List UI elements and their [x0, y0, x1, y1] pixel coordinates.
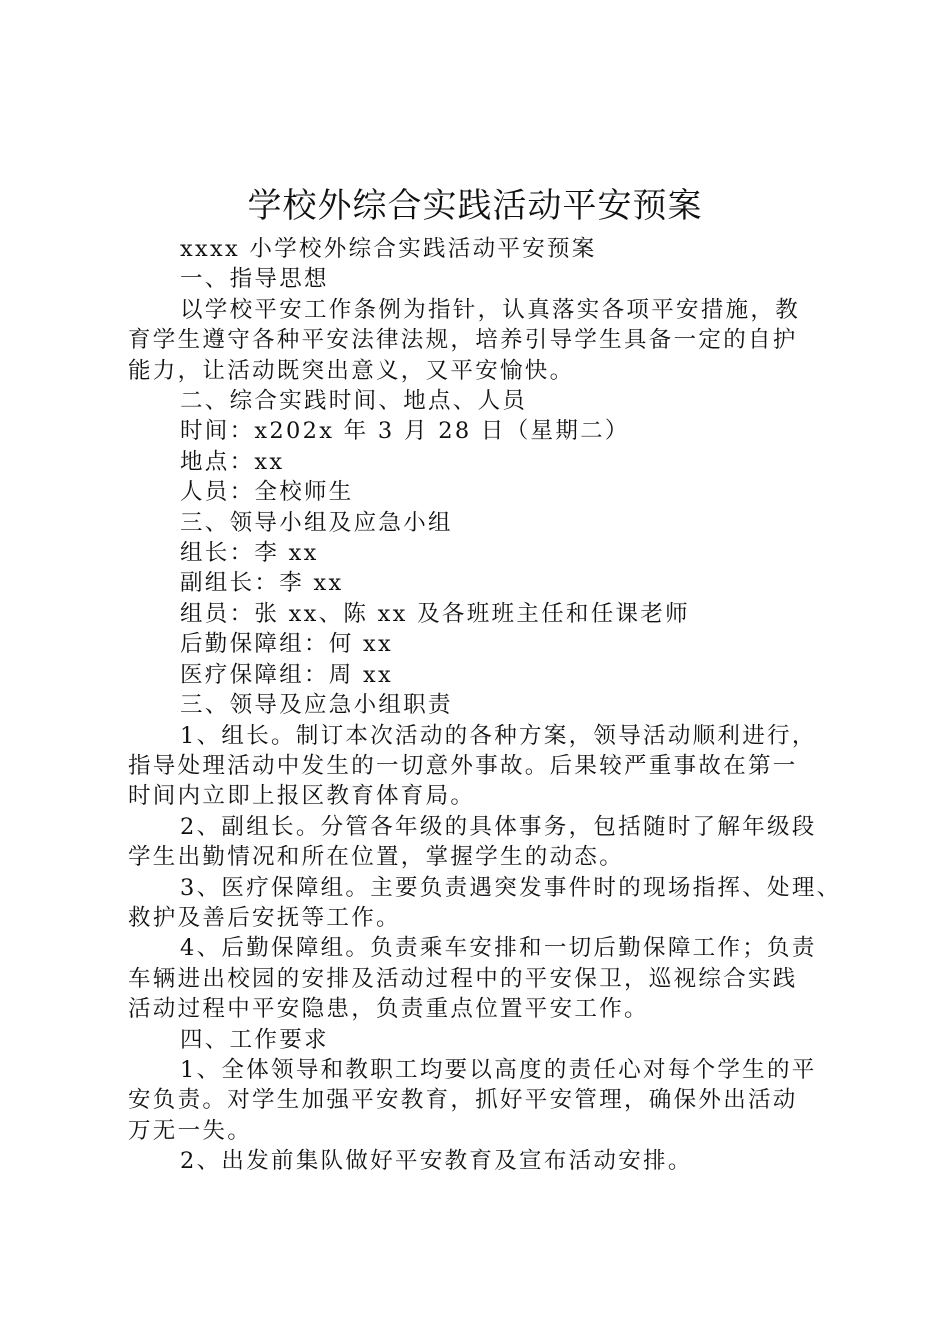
member-line: 医疗保障组：周 xx: [180, 661, 394, 688]
section-heading: 一、指导思想: [180, 266, 329, 293]
section-heading: 三、领导及应急小组职责: [180, 692, 453, 719]
subtitle-line: xxxx 小学校外综合实践活动平安预案: [180, 236, 597, 262]
paragraph-line: 指导处理活动中发生的一切意外事故。后果较严重事故在第一: [128, 752, 798, 779]
section-heading: 二、综合实践时间、地点、人员: [180, 388, 528, 415]
paragraph-line: 救护及善后安抚等工作。: [128, 904, 401, 931]
paragraph-line: 2、副组长。分管各年级的具体事务，包括随时了解年级段: [180, 813, 817, 840]
personnel-line: 人员：全校师生: [180, 479, 354, 506]
paragraph-line: 1、组长。制订本次活动的各种方案，领导活动顺利进行，: [180, 722, 817, 749]
time-line: 时间：x202x 年 3 月 28 日（星期二）: [180, 418, 630, 445]
paragraph-line: 时间内立即上报区教育体育局。: [128, 783, 476, 810]
paragraph-line: 2、出发前集队做好平安教育及宣布活动安排。: [180, 1148, 693, 1175]
paragraph-line: 4、后勤保障组。负责乘车安排和一切后勤保障工作；负责: [180, 935, 817, 962]
paragraph-line: 车辆进出校园的安排及活动过程中的平安保卫，巡视综合实践: [128, 965, 798, 992]
member-line: 组员：张 xx、陈 xx 及各班班主任和任课老师: [180, 600, 690, 627]
section-heading: 四、工作要求: [180, 1026, 329, 1053]
section-heading: 三、领导小组及应急小组: [180, 509, 453, 536]
location-line: 地点：xx: [180, 448, 285, 475]
member-line: 副组长：李 xx: [180, 570, 344, 597]
paragraph-line: 能力，让活动既突出意义，又平安愉快。: [128, 357, 575, 384]
member-line: 后勤保障组：何 xx: [180, 631, 394, 658]
member-line: 组长：李 xx: [180, 540, 319, 567]
paragraph-line: 以学校平安工作条例为指针，认真落实各项平安措施，教: [180, 296, 801, 323]
paragraph-line: 3、医疗保障组。主要负责遇突发事件时的现场指挥、处理、: [180, 874, 842, 901]
paragraph-line: 万无一失。: [128, 1117, 253, 1144]
paragraph-line: 活动过程中平安隐患，负责重点位置平安工作。: [128, 996, 649, 1023]
paragraph-line: 1、全体领导和教职工均要以高度的责任心对每个学生的平: [180, 1056, 817, 1083]
paragraph-line: 安负责。对学生加强平安教育，抓好平安管理，确保外出活动: [128, 1087, 798, 1114]
document-title: 学校外综合实践活动平安预案: [247, 186, 703, 226]
paragraph-line: 学生出勤情况和所在位置，掌握学生的动态。: [128, 844, 625, 871]
paragraph-line: 育学生遵守各种平安法律法规，培养引导学生具备一定的自护: [128, 327, 798, 354]
document-body: [128, 234, 848, 1177]
